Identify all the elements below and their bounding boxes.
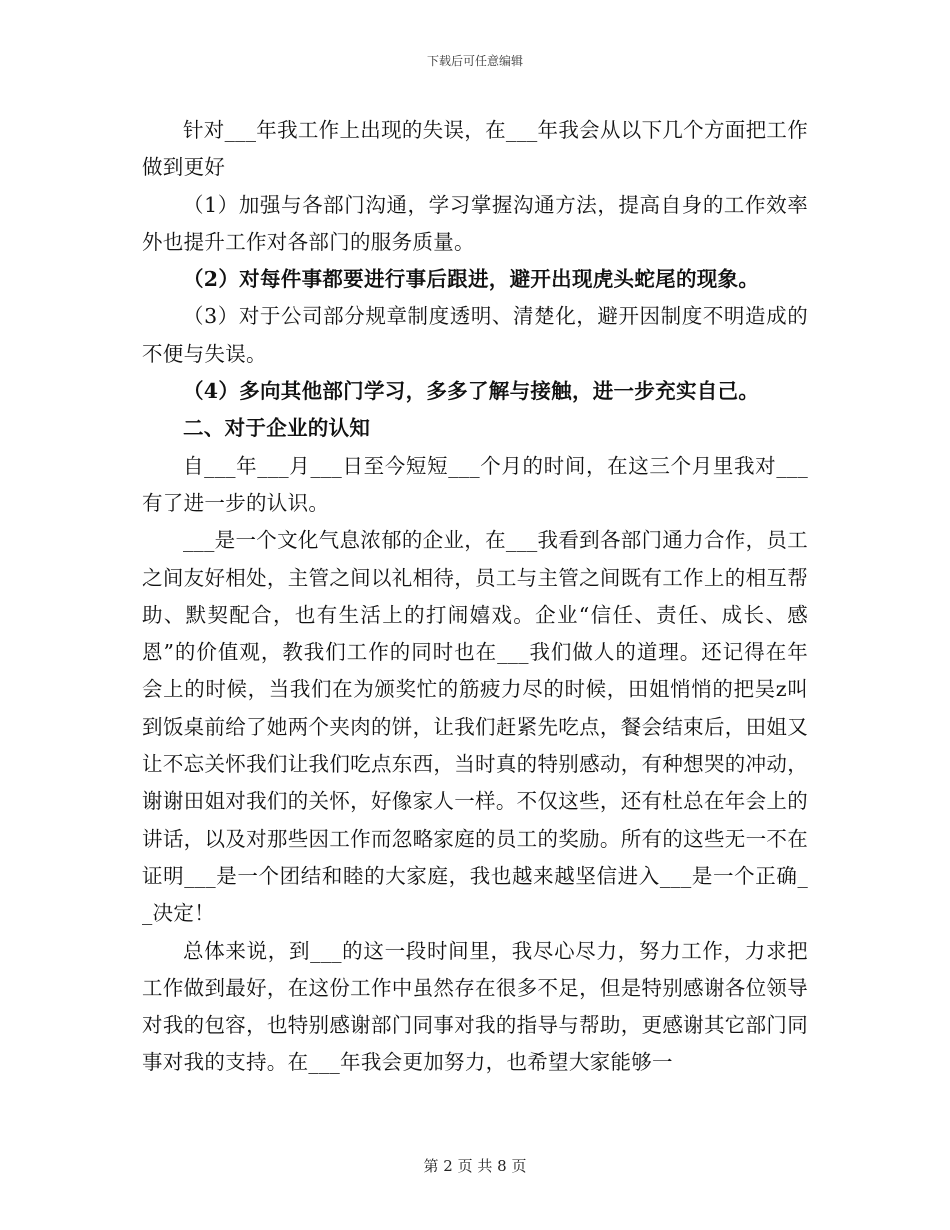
paragraph-improvement-intro: 针对___年我工作上出现的失误，在___年我会从以下几个方面把工作做到更好 [142,118,808,180]
paragraph-item-1: （1）加强与各部门沟通，学习掌握沟通方法，提高自身的工作效率外也提升工作对各部门的服务质量。 [142,192,808,254]
page-footer: 第 2 页 共 8 页 [423,1157,527,1175]
section-heading-enterprise: 二、对于企业的认知 [183,416,371,441]
page-header: 下载后可任意编辑 [426,54,523,68]
paragraph-culture: ___是一个文化气息浓郁的企业，在___我看到各部门通力合作，员工之间友好相处，主管之间以礼相待，员工与主管之间既有工作上的相互帮助、默契配合，也有生活上的打闹嬉戏。企业“信任、责任、成长、感恩”的价值观，教我们工作的同时也在___我们做人的道理。还记得在年会上的时候，当我们在为颁奖忙的筋疲力尽的时候，田姐悄悄的把吴z叫到饭桌前给了她两个夹肉的饼，让我们赶紧先吃点，餐会结束后，田姐又让不忘关怀我们让我们吃点东西，当时真的特别感动，有种想哭的冲动，谢谢田姐对我们的关怀，好像家人一样。不仅这些，还有杜总在年会上的讲话，以及对那些因工作而忽略家庭的员工的奖励。所有的这些无一不在证明___是一个团结和睦的大家庭，我也越来越坚信进入___是一个正确__决定！ [142,528,808,926]
paragraph-item-3: （3）对于公司部分规章制度透明、清楚化，避开因制度不明造成的不便与失误。 [142,304,808,366]
paragraph-summary: 总体来说，到___的这一段时间里，我尽心尽力，努力工作，力求把工作做到最好，在这份工作中虽然存在很多不足，但是特别感谢各位领导对我的包容，也特别感谢部门同事对我的指导与帮助，更感谢其它部门同事对我的支持。在___年我会更加努力，也希望大家能够一 [142,938,808,1075]
paragraph-time-period: 自___年___月___日至今短短___个月的时间，在这三个月里我对___有了进一步的认识。 [142,453,808,515]
document-body [142,112,808,1082]
paragraph-item-2: （2）对每件事都要进行事后跟进，避开出现虎头蛇尾的现象。 [183,267,760,292]
paragraph-item-4: （4）多向其他部门学习，多多了解与接触，进一步充实自己。 [183,379,760,404]
